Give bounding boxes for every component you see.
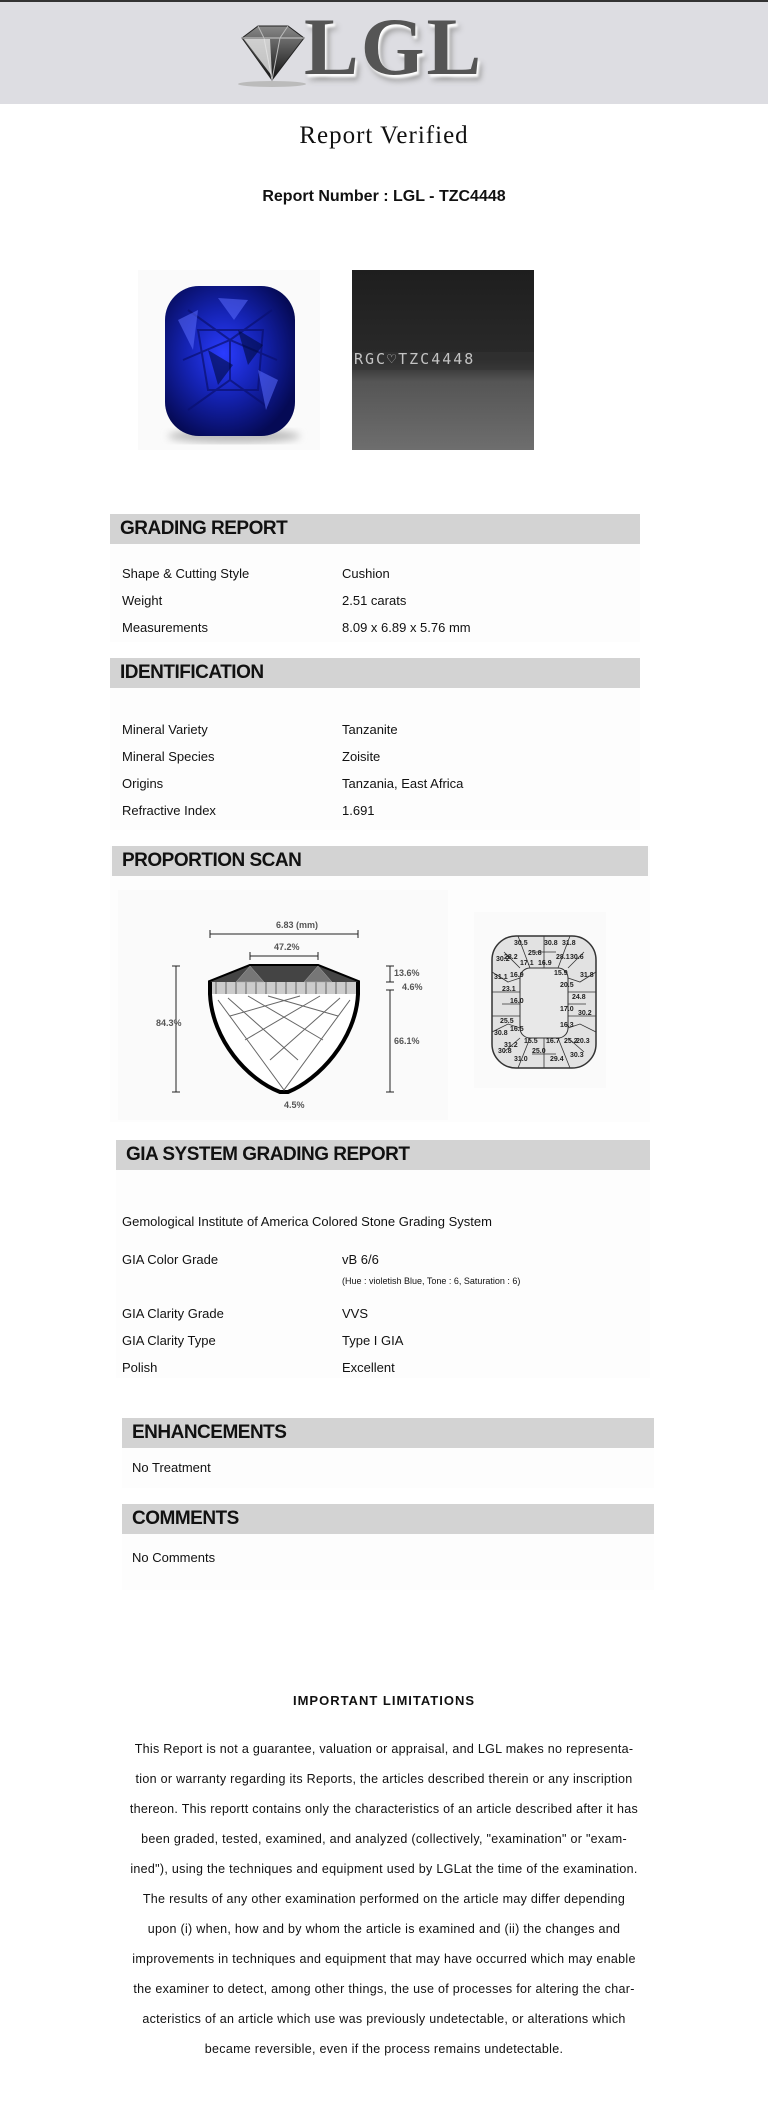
lgl-logo[interactable] — [232, 1, 492, 98]
plot-number: 31.8 — [580, 972, 594, 979]
plot-number: 25.0 — [532, 1048, 546, 1055]
row-label: GIA Clarity Type — [122, 1333, 216, 1348]
row-value: Tanzanite — [342, 722, 398, 737]
limitations-line: acteristics of an article which use was previously undetectable, or alterations which — [142, 2012, 626, 2026]
plot-number: 24.8 — [572, 994, 586, 1001]
comments-section-bar — [122, 1504, 654, 1534]
comments-value: No Comments — [132, 1550, 216, 1565]
inscription-text: RGC♡TZC4448 — [354, 350, 476, 368]
plot-number: 31.0 — [514, 1056, 528, 1063]
limitations-body — [117, 1734, 651, 2064]
limitations-line: thereon. This reportt contains only the characteristics of an article described after it has — [129, 1802, 639, 1816]
header-banner — [0, 2, 768, 104]
table-label: 47.2% — [274, 942, 300, 952]
gia-color-note: (Hue : violetish Blue, Tone : 6, Saturation : 6) — [342, 1276, 521, 1286]
plot-number: 20.3 — [576, 1038, 590, 1045]
row-label: Shape & Cutting Style — [122, 566, 250, 581]
row-value: Excellent — [342, 1360, 395, 1375]
culet-label: 4.5% — [284, 1100, 305, 1110]
row-value: VVS — [342, 1306, 369, 1321]
page-title: Report Verified — [299, 122, 469, 149]
width-label: 6.83 (mm) — [276, 920, 319, 930]
row-label: Polish — [122, 1360, 158, 1375]
gia-subtitle: Gemological Institute of America Colored Stone Grading System — [122, 1214, 492, 1229]
plot-number: 31.1 — [494, 974, 508, 981]
limitations-line: ined"), using the techniques and equipment used by LGLat the time of the examination. — [130, 1862, 638, 1876]
limitations-title: IMPORTANT LIMITATIONS — [292, 1693, 476, 1708]
plot-number: 30.8 — [544, 940, 558, 947]
limitations-line: improvements in techniques and equipment that may have occurred which may enable — [132, 1952, 636, 1966]
plot-number: 15.9 — [554, 970, 568, 977]
grading-section-title: GRADING REPORT — [120, 518, 288, 539]
plot-number: 28.1 — [556, 954, 570, 961]
grading-panel — [110, 514, 640, 642]
limitations-line: This Report is not a guarantee, valuation or appraisal, and LGL makes no representa- — [134, 1742, 634, 1756]
gia-section-title: GIA SYSTEM GRADING REPORT — [126, 1144, 410, 1165]
grading-section-bar — [110, 514, 640, 544]
proportion-section-bar — [112, 846, 648, 876]
plot-number: 25.5 — [500, 1018, 514, 1025]
crown-label: 13.6% — [394, 968, 420, 978]
row-value: 8.09 x 6.89 x 5.76 mm — [342, 620, 471, 635]
limitations-line: upon (i) when, how and by whom the article is examined and (ii) the changes and — [147, 1922, 621, 1936]
diamond-logo-icon — [232, 20, 312, 90]
row-label: GIA Clarity Grade — [122, 1306, 224, 1321]
plot-number: 30.2 — [496, 956, 510, 963]
enhancements-section-title: ENHANCEMENTS — [132, 1422, 287, 1443]
plot-number: 17.0 — [560, 1006, 574, 1013]
plot-number: 30.8 — [498, 1048, 512, 1055]
row-label: Mineral Species — [122, 749, 215, 764]
comments-panel — [122, 1504, 654, 1590]
plot-number: 16.9 — [538, 960, 552, 967]
plot-number: 28.2 — [504, 954, 518, 961]
plot-number: 31.2 — [504, 1042, 518, 1049]
identification-section-title: IDENTIFICATION — [120, 662, 264, 683]
row-label: Origins — [122, 776, 164, 791]
plot-number: 16.5 — [510, 1026, 524, 1033]
gia-section-bar — [116, 1140, 650, 1170]
row-value: Type I GIA — [342, 1333, 404, 1348]
row-value: vB 6/6 — [342, 1252, 379, 1267]
identification-panel — [110, 658, 640, 830]
enhancements-section-bar — [122, 1418, 654, 1448]
depth-label: 84.3% — [156, 1018, 182, 1028]
row-value: Tanzania, East Africa — [342, 776, 464, 791]
row-value: Cushion — [342, 566, 390, 581]
plot-number: 17.1 — [520, 960, 534, 967]
row-label: Mineral Variety — [122, 722, 208, 737]
limitations-line: tion or warranty regarding its Reports, the articles described therein or any inscription — [135, 1772, 633, 1786]
enhancements-value: No Treatment — [132, 1460, 211, 1475]
girdle-label: 4.6% — [402, 982, 423, 992]
row-label: Refractive Index — [122, 803, 216, 818]
row-value: 1.691 — [342, 803, 375, 818]
plot-number: 16.3 — [560, 1022, 574, 1029]
plot-numbers — [474, 912, 606, 1088]
gemstone-photo — [138, 270, 320, 450]
row-label: Measurements — [122, 620, 208, 635]
plot-number: 23.1 — [502, 986, 516, 993]
inscription-photo — [352, 270, 534, 450]
plot-number: 30.5 — [514, 940, 528, 947]
plot-number: 16.9 — [510, 972, 524, 979]
plot-number: 30.8 — [494, 1030, 508, 1037]
plot-number: 16.7 — [546, 1038, 560, 1045]
row-label: Weight — [122, 593, 163, 608]
enhancements-panel — [122, 1418, 654, 1488]
identification-section-bar — [110, 658, 640, 688]
plot-number: 30.3 — [570, 1052, 584, 1059]
limitations-line: became reversible, even if the process remains undetectable. — [204, 2042, 564, 2056]
plot-number: 29.4 — [550, 1056, 564, 1063]
pavilion-label: 66.1% — [394, 1036, 420, 1046]
comments-section-title: COMMENTS — [132, 1508, 239, 1529]
plot-number: 31.8 — [562, 940, 576, 947]
plot-number: 20.5 — [560, 982, 574, 989]
row-value: 2.51 carats — [342, 593, 407, 608]
limitations-line: the examiner to detect, among other things, the use of processes for altering the char- — [133, 1982, 635, 1996]
plot-number: 15.5 — [524, 1038, 538, 1045]
plot-number: 30.6 — [570, 954, 584, 961]
limitations-line: The results of any other examination performed on the article may differ depending — [142, 1892, 626, 1906]
row-value: Zoisite — [342, 749, 381, 764]
plot-number: 30.2 — [578, 1010, 592, 1017]
row-label: GIA Color Grade — [122, 1252, 219, 1267]
plot-number: 25.2 — [564, 1038, 578, 1045]
plot-number: 25.8 — [528, 950, 542, 957]
proportion-panel — [110, 846, 650, 1122]
logo-text: LGL — [304, 1, 484, 92]
proportion-section-title: PROPORTION SCAN — [122, 850, 302, 871]
report-number: Report Number : LGL - TZC4448 — [262, 188, 506, 205]
limitations-line: been graded, tested, examined, and analyzed (collectively, "examination" or "exam- — [141, 1832, 627, 1846]
plot-number: 16.0 — [510, 998, 524, 1005]
gia-panel — [116, 1140, 650, 1378]
